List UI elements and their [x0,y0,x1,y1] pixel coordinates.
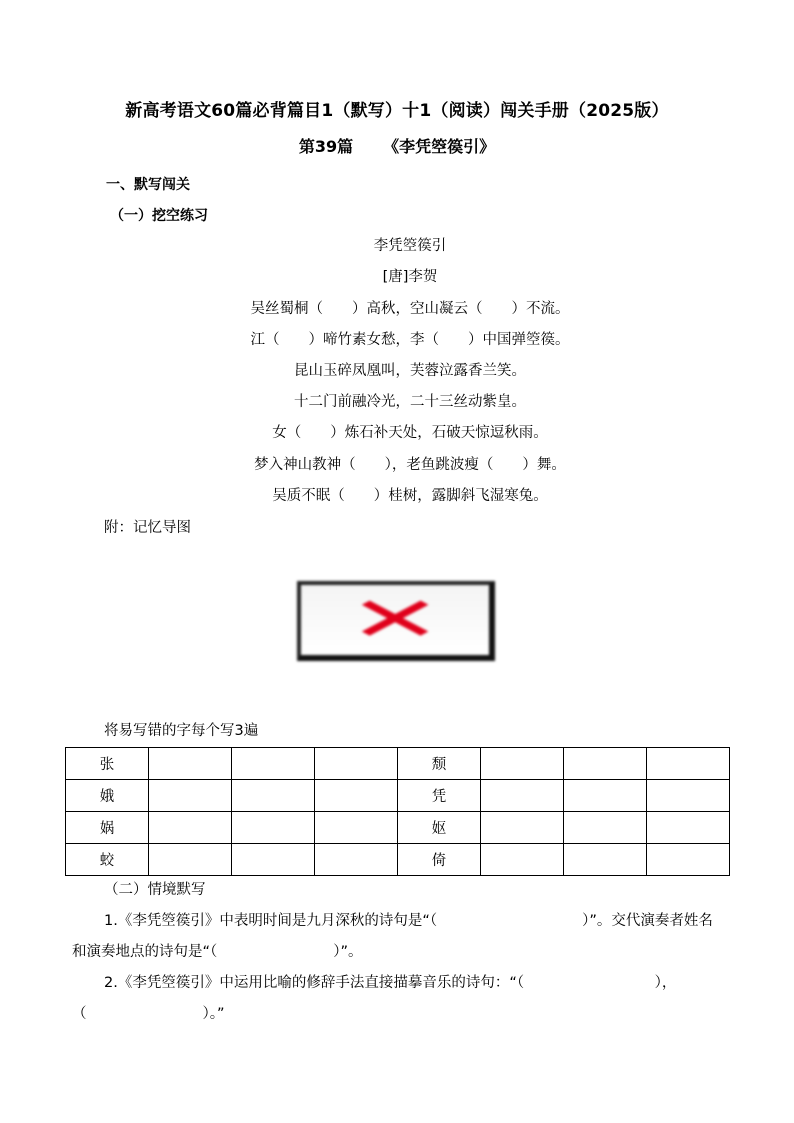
poem-title: 李凭箜篌引 [373,238,447,254]
writing-cell[interactable] [647,748,730,780]
writing-cell[interactable] [232,812,315,844]
writing-cell[interactable] [232,748,315,780]
broken-image-icon [297,581,495,661]
table-row [66,748,730,780]
poem-line: 梦入神山教神（ ），老鱼跳波瘦（ ）舞。 [254,457,566,473]
table-char: 张 [66,748,149,780]
writing-cell[interactable] [564,812,647,844]
writing-cell[interactable] [315,748,398,780]
question-2-line-1: 2.《李凭箜篌引》中运用比喻的修辞手法直接描摹音乐的诗句：“（ ）， [104,975,677,991]
table-row [66,780,730,812]
table-row [66,812,730,844]
writing-cell[interactable] [481,780,564,812]
poem-line: 吴丝蜀桐（ ）高秋，空山凝云（ ）不流。 [250,301,570,317]
document-title: 新高考语文60篇必背篇目1（默写）十1（阅读）闯关手册（2025版） [125,101,669,121]
writing-cell[interactable] [232,844,315,876]
poem-line: 女（ ）炼石补天处，石破天惊逗秋雨。 [272,425,548,441]
writing-cell[interactable] [315,844,398,876]
poem-line: 昆山玉碎凤凰叫，芙蓉泣露香兰笑。 [294,363,526,379]
writing-cell[interactable] [481,844,564,876]
table-char: 凭 [398,780,481,812]
question-2-line-2: （ ）。” [72,1006,225,1022]
writing-cell[interactable] [564,748,647,780]
writing-cell[interactable] [564,780,647,812]
table-row [66,844,730,876]
writing-cell[interactable] [647,812,730,844]
writing-cell[interactable] [149,812,232,844]
table-char: 颓 [398,748,481,780]
writing-cell[interactable] [647,780,730,812]
question-1-line-1: 1.《李凭箜篌引》中表明时间是九月深秋的诗句是“（ ）”。交代演奏者姓名 [104,913,713,929]
writing-cell[interactable] [149,844,232,876]
article-number: 第39篇 [298,137,354,156]
practice-table-caption: 将易写错的字每个写3遍 [104,723,259,739]
section-heading-context: （二）情境默写 [104,882,206,898]
poem-line: 江（ ）啼竹素女愁，李（ ）中国弹箜篌。 [250,332,570,348]
broken-image-x-mark: ✕ [347,585,443,655]
poem-line: 吴质不眠（ ）桂树，露脚斜飞湿寒兔。 [272,488,548,504]
article-name: 《李凭箜篌引》 [383,137,496,156]
table-char: 蛟 [66,844,149,876]
table-char: 倚 [398,844,481,876]
practice-table [65,747,730,876]
writing-cell[interactable] [315,780,398,812]
subsection-heading-fill-blank: （一）挖空练习 [110,208,208,224]
article-heading [0,134,794,157]
writing-cell[interactable] [232,780,315,812]
table-char: 娲 [66,812,149,844]
poem-line: 十二门前融冷光，二十三丝动紫皇。 [294,394,526,410]
question-1-line-2: 和演奏地点的诗句是“（ ）”。 [72,944,363,960]
table-char: 娥 [66,780,149,812]
table-char: 妪 [398,812,481,844]
writing-cell[interactable] [481,748,564,780]
writing-cell[interactable] [647,844,730,876]
writing-cell[interactable] [149,780,232,812]
writing-cell[interactable] [149,748,232,780]
memory-map-label: 附：记忆导图 [104,520,191,536]
section-heading-dictation: 一、默写闯关 [106,177,190,193]
writing-cell[interactable] [315,812,398,844]
writing-cell[interactable] [481,812,564,844]
poem-author: [唐]李贺 [382,269,438,285]
writing-cell[interactable] [564,844,647,876]
